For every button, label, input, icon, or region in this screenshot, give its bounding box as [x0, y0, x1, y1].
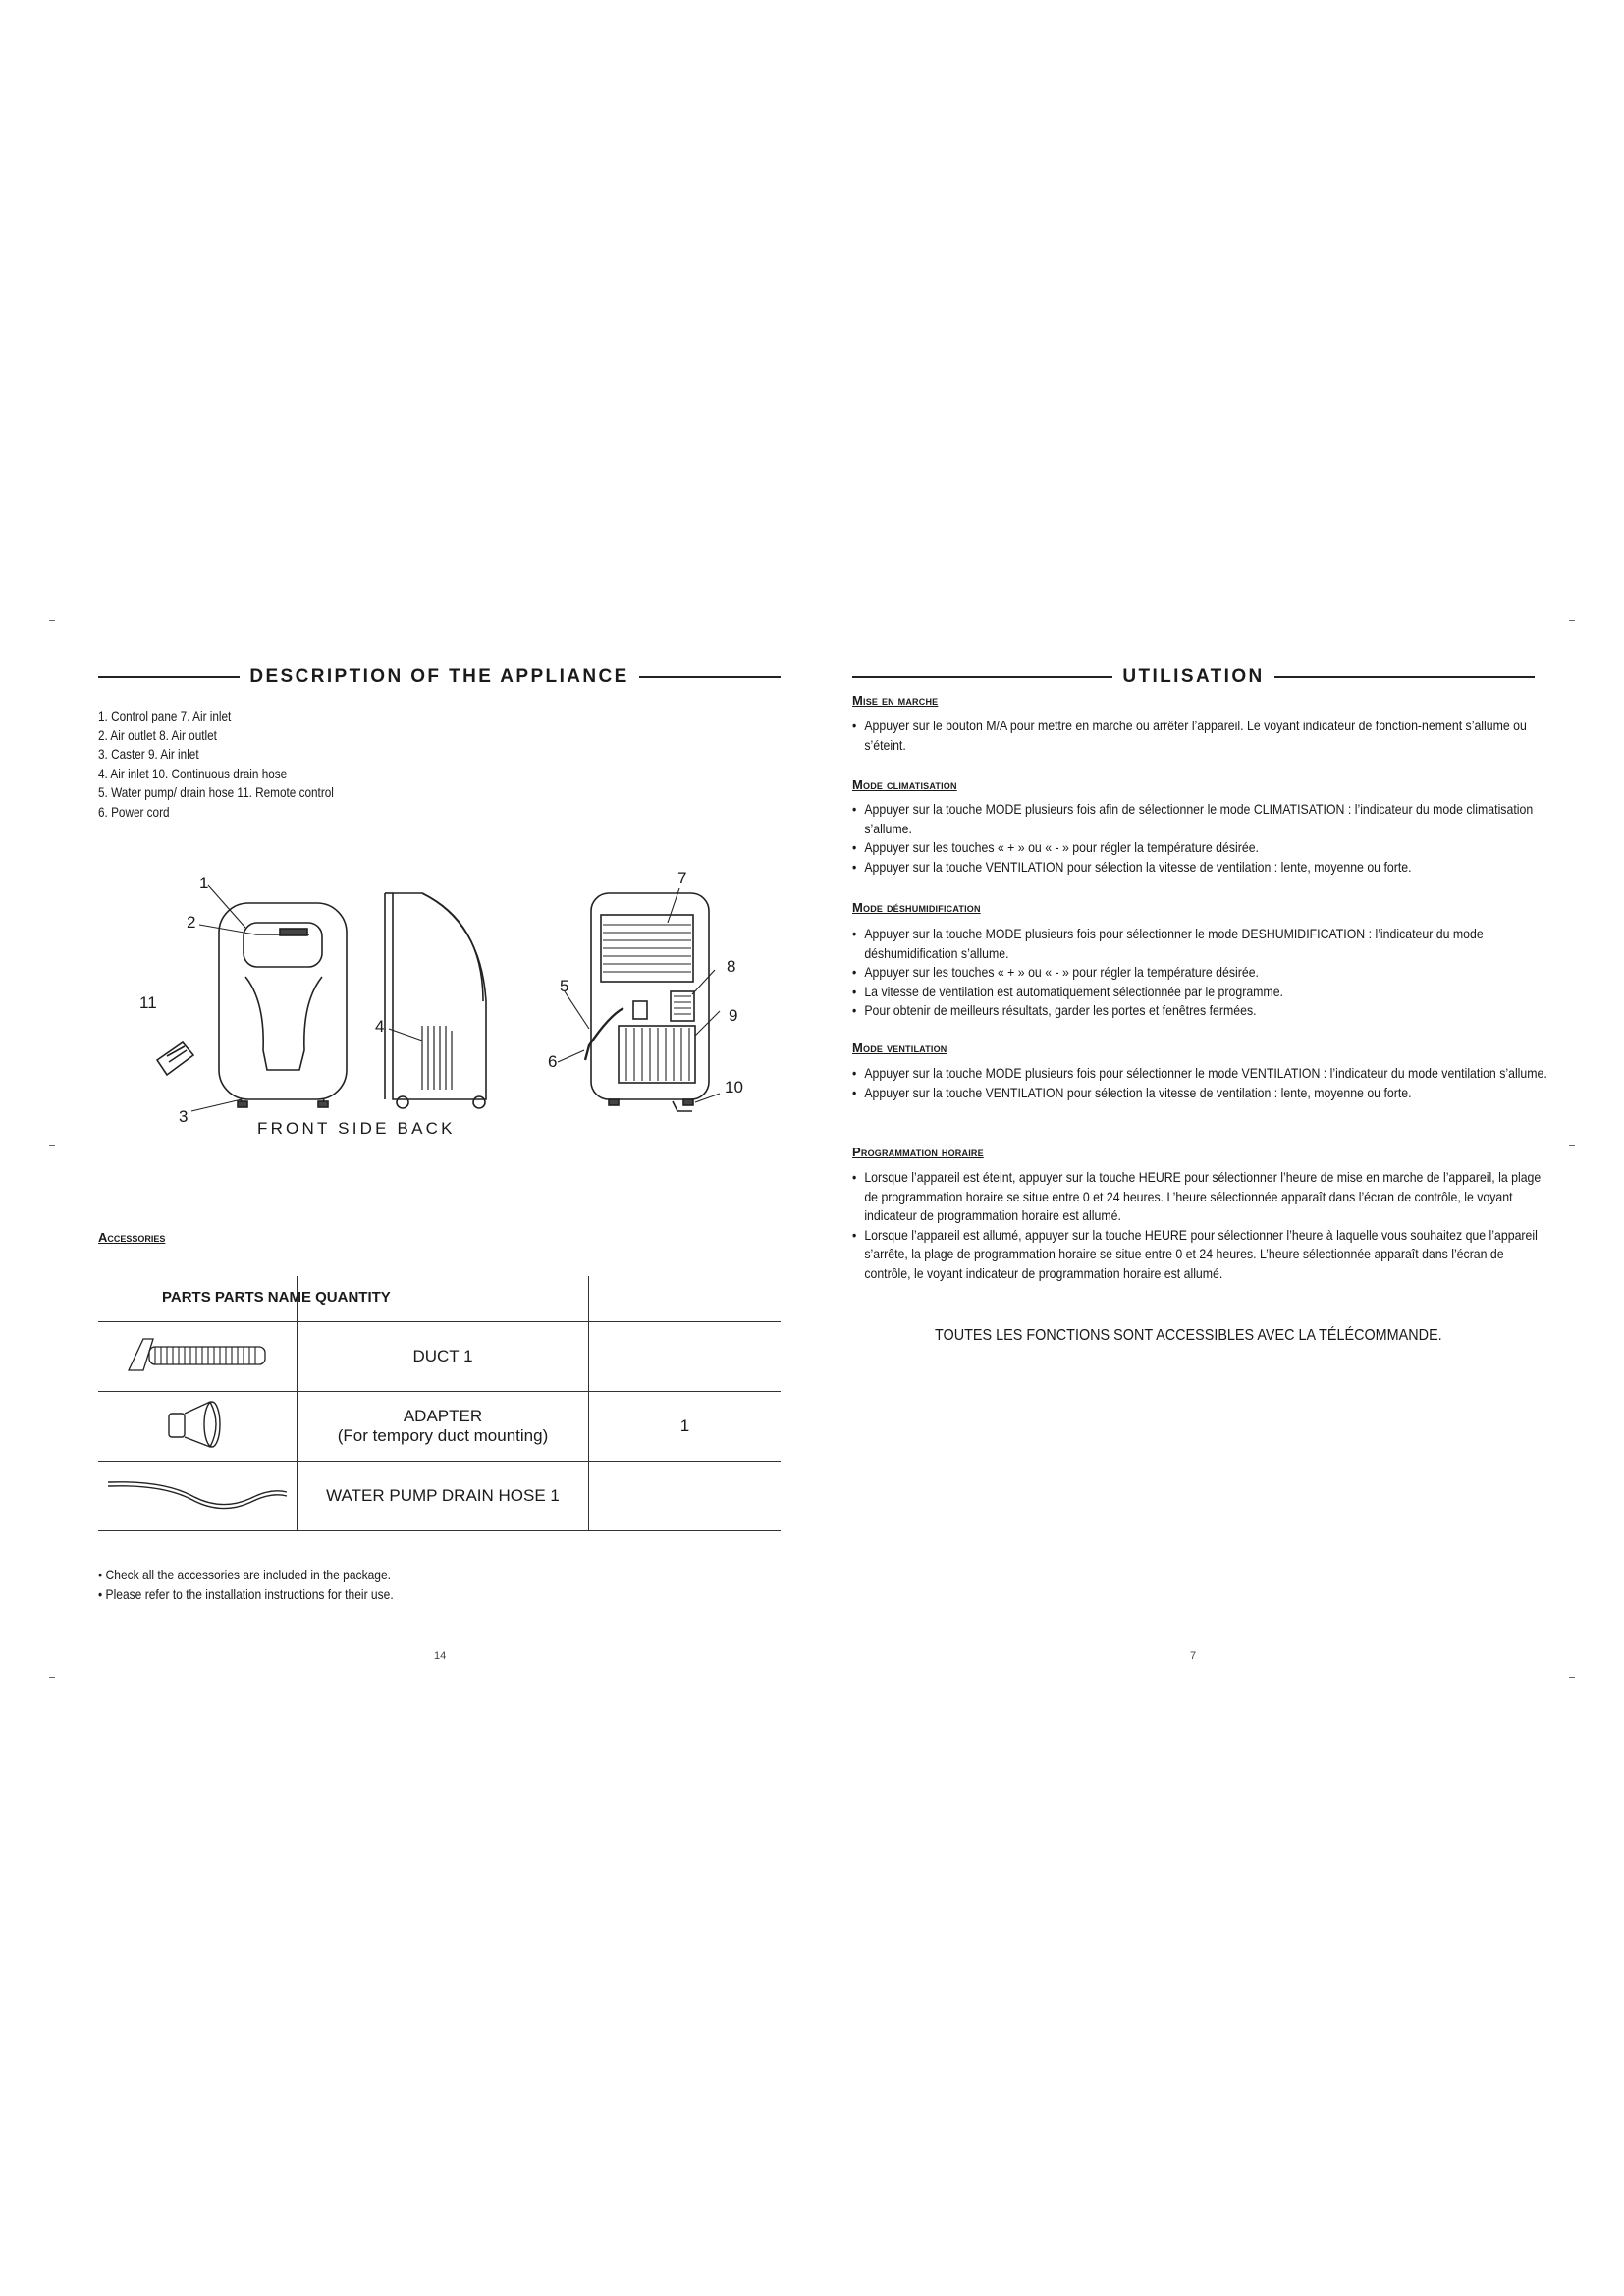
- bullet-item: • Appuyer sur le bouton M/A pour mettre en marche ou arrêter l’appareil. Le voyant indicateur de fonction-nement s’allume ou s’éteint.: [852, 717, 1551, 755]
- crop-mark: [1569, 1677, 1575, 1678]
- side-view: [385, 893, 486, 1108]
- callout-7: 7: [677, 869, 687, 887]
- table-header-row: [98, 1276, 781, 1322]
- heading-title: DESCRIPTION OF THE APPLIANCE: [249, 667, 629, 687]
- callout-5: 5: [560, 977, 569, 995]
- callout-6: 6: [548, 1052, 558, 1071]
- parts-list-item: 4. Air inlet 10. Continuous drain hose: [98, 765, 288, 781]
- bullet-item: • La vitesse de ventilation est automatiquement sélectionnée par le programme.: [852, 983, 1551, 1002]
- adapter-icon: [163, 1398, 232, 1451]
- crop-mark: [49, 1677, 55, 1678]
- note-item: • Please refer to the installation instructions for their use.: [98, 1586, 394, 1602]
- crop-mark: [1569, 1145, 1575, 1146]
- bullet-item: • Appuyer sur la touche MODE plusieurs fois pour sélectionner le mode VENTILATION : l’indicateur du mode ventilation s’allume.: [852, 1064, 1551, 1084]
- heading-rule-left: [98, 676, 240, 678]
- crop-mark: [1569, 620, 1575, 621]
- adapter-note: (For tempory duct mounting): [337, 1426, 549, 1445]
- crop-mark: [49, 1145, 55, 1146]
- parts-list-item: 3. Caster 9. Air inlet: [98, 746, 199, 763]
- heading-rule-left: [852, 676, 1112, 678]
- front-view: [219, 903, 347, 1107]
- bullet-item: • Lorsque l’appareil est allumé, appuyer sur la touche HEURE pour sélectionner l’heure à laquelle vous souhaitez que l’appareil s’arrête, la plage de programmation horaire se situe entre 0 et 24 heures. L’heure sélectionnée apparaît dans l’écran de contrôle, le voyant indicateur de programmation horaire est allumé.: [852, 1226, 1551, 1284]
- callout-2: 2: [187, 913, 196, 932]
- heading-title: UTILISATION: [1122, 667, 1265, 687]
- section-title-mise-en-marche: Mise en marche: [852, 693, 939, 708]
- drain-hose-icon: [104, 1474, 291, 1514]
- heading-rule-right: [639, 676, 781, 678]
- callout-1: 1: [199, 874, 209, 892]
- table-cell-quantity: [589, 1462, 782, 1531]
- section-title-mode-climatisation: Mode climatisation: [852, 777, 957, 792]
- table-row: [98, 1462, 781, 1531]
- callout-9: 9: [729, 1006, 738, 1025]
- bullet-item: • Pour obtenir de meilleurs résultats, garder les portes et fenêtres fermées.: [852, 1001, 1551, 1021]
- table-row: [98, 1322, 781, 1392]
- accessory-notes: [98, 1565, 442, 1604]
- bullet-item: • Appuyer sur la touche VENTILATION pour sélection la vitesse de ventilation : lente, moyenne ou forte.: [852, 1084, 1551, 1103]
- section-title-mode-ventilation: Mode ventilation: [852, 1041, 947, 1055]
- table-cell-name: WATER PUMP DRAIN HOSE 1: [298, 1462, 589, 1531]
- note-item: • Check all the accessories are included in the package.: [98, 1567, 392, 1582]
- appliance-illustration: [98, 854, 785, 1139]
- parts-list: [98, 707, 379, 823]
- table-cell-image: [98, 1322, 298, 1392]
- parts-list-item: 1. Control pane 7. Air inlet: [98, 708, 232, 723]
- section-body: [852, 925, 1540, 1021]
- bullet-item: • Lorsque l’appareil est éteint, appuyer sur la touche HEURE pour sélectionner l’heure de mise en marche de l’appareil, la plage de programmation horaire se situe entre 0 et 24 heures. L’heure sélectionnée apparaît dans l’écran de contrôle, le voyant indicateur de programmation horaire est allumé.: [852, 1168, 1551, 1226]
- right-section-heading: [852, 666, 1535, 689]
- bullet-item: • Appuyer sur les touches « + » ou « - » pour régler la température désirée.: [852, 963, 1551, 983]
- heading-rule-right: [1274, 676, 1535, 678]
- parts-list-item: 5. Water pump/ drain hose 11. Remote control: [98, 784, 334, 801]
- remote-control: [157, 1042, 193, 1075]
- section-body: [852, 717, 1540, 755]
- callout-10: 10: [725, 1078, 743, 1096]
- page-number-left: 14: [434, 1650, 447, 1662]
- section-body: [852, 1064, 1547, 1102]
- bullet-item: • Appuyer sur la touche MODE plusieurs fois afin de sélectionner le mode CLIMATISATION : l’indicateur du mode climatisation s’allume.: [852, 800, 1551, 838]
- section-title-programmation-horaire: Programmation horaire: [852, 1145, 984, 1159]
- table-header: PARTS PARTS NAME QUANTITY: [162, 1289, 391, 1306]
- section-body: [852, 800, 1540, 877]
- bullet-item: • Appuyer sur la touche MODE plusieurs fois pour sélectionner le mode DESHUMIDIFICATION : l’indicateur du mode déshumidification s’allume.: [852, 925, 1551, 963]
- table-cell-quantity: 1: [589, 1392, 782, 1462]
- bullet-item: • Appuyer sur la touche VENTILATION pour sélection la vitesse de ventilation : lente, moyenne ou forte.: [852, 858, 1551, 878]
- figure-caption: FRONT SIDE BACK: [257, 1119, 456, 1138]
- adapter-name: ADAPTER: [403, 1407, 483, 1425]
- table-cell-image: [98, 1392, 298, 1462]
- left-section-heading: [98, 666, 781, 689]
- section-body: [852, 1168, 1540, 1284]
- duct-hose-icon: [124, 1335, 271, 1374]
- table-cell-name: [298, 1392, 589, 1462]
- callout-8: 8: [727, 957, 736, 976]
- bullet-item: • Appuyer sur les touches « + » ou « - » pour régler la température désirée.: [852, 838, 1551, 858]
- parts-list-item: 2. Air outlet 8. Air outlet: [98, 726, 217, 743]
- accessories-table: [98, 1276, 781, 1531]
- callout-3: 3: [179, 1107, 189, 1126]
- crop-mark: [49, 620, 55, 621]
- section-title-mode-deshumidification: Mode déshumidification: [852, 900, 981, 915]
- back-view: [585, 893, 709, 1111]
- accessories-title: Accessories: [98, 1230, 166, 1245]
- table-row: [98, 1392, 781, 1462]
- table-cell-name: DUCT 1: [298, 1322, 589, 1392]
- callout-11: 11: [139, 993, 157, 1012]
- table-cell-quantity: [589, 1322, 782, 1392]
- parts-list-item: 6. Power cord: [98, 803, 170, 820]
- callout-4: 4: [375, 1017, 385, 1036]
- table-cell-image: [98, 1462, 298, 1531]
- page-number-right: 7: [1190, 1650, 1197, 1662]
- final-note: TOUTES LES FONCTIONS SONT ACCESSIBLES AVEC LA TÉLÉCOMMANDE.: [935, 1327, 1442, 1344]
